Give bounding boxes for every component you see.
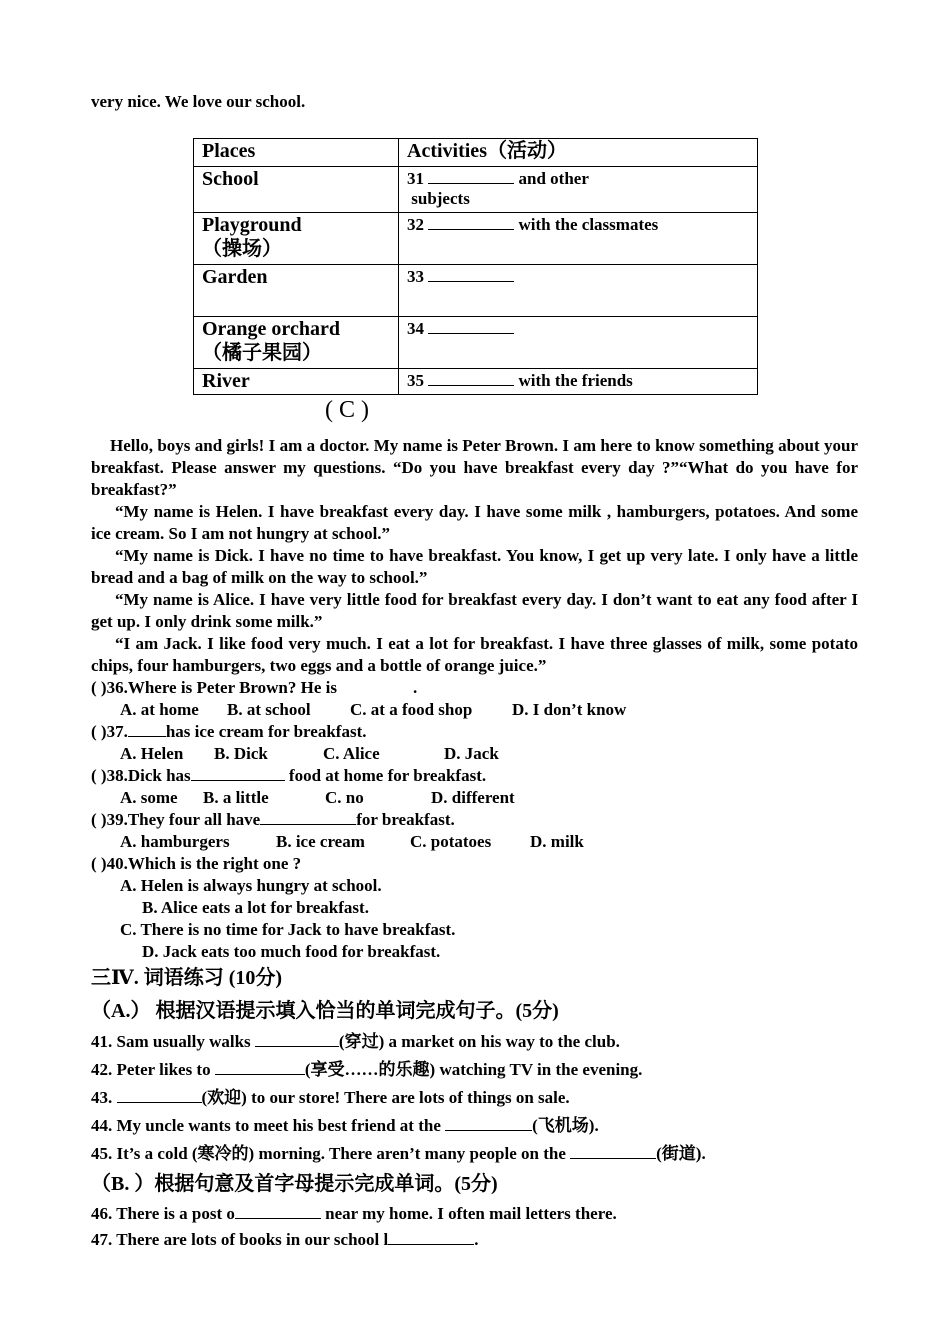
option-a[interactable]: A. at home: [120, 700, 199, 719]
section-c-title: ( C ): [325, 397, 369, 423]
passage-paragraph: “My name is Helen. I have breakfast every day. I have some milk , hamburgers, potatoes. And some ice cream. So I am not hungry at school.”: [91, 502, 858, 543]
option-b[interactable]: B. a little: [203, 788, 269, 807]
option-b[interactable]: B. Alice eats a lot for breakfast.: [142, 898, 369, 917]
question-rest: food at home for breakfast.: [288, 766, 487, 785]
option-a[interactable]: A. Helen is always hungry at school.: [120, 876, 382, 895]
item-text: 42. Peter likes to: [91, 1060, 215, 1079]
answer-blank[interactable]: [428, 169, 514, 184]
question-rest: has ice cream for breakfast.: [165, 722, 367, 741]
item-hint: (飞机场): [532, 1116, 595, 1135]
place-name-cn: （操场）: [202, 238, 282, 260]
question-end: .: [413, 678, 418, 697]
answer-blank[interactable]: [570, 1144, 656, 1159]
option-c[interactable]: C. Alice: [323, 744, 380, 763]
item-hint: (街道): [656, 1144, 702, 1163]
answer-blank[interactable]: [255, 1032, 339, 1047]
fill-item-47: [91, 1229, 478, 1251]
item-hint: (享受……的乐趣): [304, 1060, 436, 1079]
question-36: [91, 677, 417, 699]
item-text: watching TV in the evening.: [435, 1060, 643, 1079]
answer-blank[interactable]: [215, 1060, 305, 1075]
place-name: Garden: [202, 266, 268, 288]
passage-paragraph: “I am Jack. I like food very much. I eat a lot for breakfast. I have three glasses of milk, some potato chips, four hamburgers, two eggs and a bottle of orange juice.”: [91, 634, 858, 675]
option-b[interactable]: B. at school: [227, 700, 311, 719]
answer-blank[interactable]: [388, 1230, 474, 1245]
part-iv-title: 三Ⅳ. 词语练习 (10分): [91, 967, 283, 989]
option-c[interactable]: C. no: [325, 788, 364, 807]
option-d[interactable]: D. I don’t know: [512, 700, 627, 719]
table-row: [194, 265, 758, 317]
table-row: [194, 369, 758, 395]
option-c[interactable]: C. at a food shop: [350, 700, 473, 719]
question-stem: ( )39.They four all have: [91, 810, 261, 829]
item-text: 41. Sam usually walks: [91, 1032, 255, 1051]
blank-number: 32: [407, 215, 424, 234]
activity-text: and other: [518, 169, 589, 188]
answer-blank[interactable]: [260, 810, 356, 825]
question-rest: for breakfast.: [356, 810, 455, 829]
option-d[interactable]: D. different: [431, 788, 515, 807]
fill-item-44: [91, 1115, 599, 1137]
option-a[interactable]: A. some: [120, 788, 178, 807]
question-39: [91, 809, 455, 831]
passage-paragraph: “My name is Dick. I have no time to have breakfast. You know, I get up very late. I only have a little bread and a bag of milk on the way to school.”: [91, 546, 858, 587]
activity-text: with the classmates: [518, 215, 659, 234]
place-name: School: [202, 168, 259, 190]
question-stem: ( )36.Where is Peter Brown? He is: [91, 678, 337, 697]
answer-blank[interactable]: [128, 722, 166, 737]
option-c[interactable]: C. potatoes: [410, 832, 492, 851]
header-activities: Activities（活动）: [399, 139, 758, 167]
option-d[interactable]: D. Jack eats too much food for breakfast.: [142, 942, 441, 961]
question-37: [91, 721, 366, 743]
fill-item-42: [91, 1059, 642, 1081]
item-hint: (欢迎): [201, 1088, 247, 1107]
item-text: a market on his way to the club.: [384, 1032, 620, 1051]
question-40: ( )40.Which is the right one ?: [91, 854, 302, 873]
place-name-cn: （橘子果园）: [202, 342, 322, 364]
answer-blank[interactable]: [235, 1204, 321, 1219]
activity-text: with the friends: [518, 371, 633, 390]
activity-text-cont: subjects: [411, 189, 470, 208]
table-row: [194, 167, 758, 213]
fill-item-45: [91, 1143, 706, 1165]
intro-tail-text: very nice. We love our school.: [91, 92, 306, 111]
item-text: 46. There is a post o: [91, 1204, 235, 1223]
option-d[interactable]: D. Jack: [444, 744, 499, 763]
passage-paragraph: Hello, boys and girls! I am a doctor. My name is Peter Brown. I am here to know something about your breakfast. Please answer my questions. “Do you have breakfast every day ?”“What do you have for breakfast?”: [91, 436, 858, 499]
item-text: .: [474, 1230, 479, 1249]
answer-blank[interactable]: [445, 1116, 532, 1131]
answer-blank[interactable]: [428, 215, 514, 230]
item-text: to our store! There are lots of things on sale.: [246, 1088, 570, 1107]
option-d[interactable]: D. milk: [530, 832, 584, 851]
item-text: near my home. I often mail letters there.: [320, 1204, 617, 1223]
item-text: 45. It’s a cold (寒冷的) morning. There aren’t many people on the: [91, 1144, 571, 1163]
passage-paragraph: “My name is Alice. I have very little food for breakfast every day. I don’t want to eat any food after I get up. I only drink some milk.”: [91, 590, 858, 631]
item-text: 44. My uncle wants to meet his best friend at the: [91, 1116, 446, 1135]
question-stem: ( )38.Dick has: [91, 766, 191, 785]
fill-item-46: [91, 1203, 617, 1225]
fill-item-41: [91, 1031, 620, 1053]
part-iv-a-title: （A.） 根据汉语提示填入恰当的单词完成句子。(5分): [91, 1000, 559, 1022]
item-hint: (穿过): [338, 1032, 385, 1051]
item-text: .: [701, 1144, 706, 1163]
option-a[interactable]: A. Helen: [120, 744, 184, 763]
answer-blank[interactable]: [428, 267, 514, 282]
option-b[interactable]: B. ice cream: [276, 832, 365, 851]
blank-number: 33: [407, 267, 424, 286]
blank-number: 31: [407, 169, 424, 188]
blank-number: 34: [407, 319, 424, 338]
question-38: [91, 765, 486, 787]
part-iv-b-title: （B. ）根据句意及首字母提示完成单词。(5分): [91, 1173, 498, 1195]
table-header-row: [194, 139, 758, 167]
option-c[interactable]: C. There is no time for Jack to have breakfast.: [120, 920, 456, 939]
answer-blank[interactable]: [117, 1088, 202, 1103]
table-row: [194, 213, 758, 265]
table-row: [194, 317, 758, 369]
place-name: Playground: [202, 214, 302, 236]
option-a[interactable]: A. hamburgers: [120, 832, 230, 851]
answer-blank[interactable]: [428, 371, 514, 386]
blank-number: 35: [407, 371, 424, 390]
answer-blank[interactable]: [428, 319, 514, 334]
item-text: 47. There are lots of books in our school l: [91, 1230, 389, 1249]
header-places: Places: [194, 139, 399, 167]
answer-blank[interactable]: [191, 766, 285, 781]
activity-table: [193, 138, 758, 395]
option-b[interactable]: B. Dick: [214, 744, 268, 763]
place-name: Orange orchard: [202, 318, 340, 340]
fill-item-43: [91, 1087, 570, 1109]
item-text: 43.: [91, 1088, 117, 1107]
question-stem: ( )37.: [91, 722, 128, 741]
item-text: .: [594, 1116, 599, 1135]
place-name: River: [202, 370, 250, 392]
